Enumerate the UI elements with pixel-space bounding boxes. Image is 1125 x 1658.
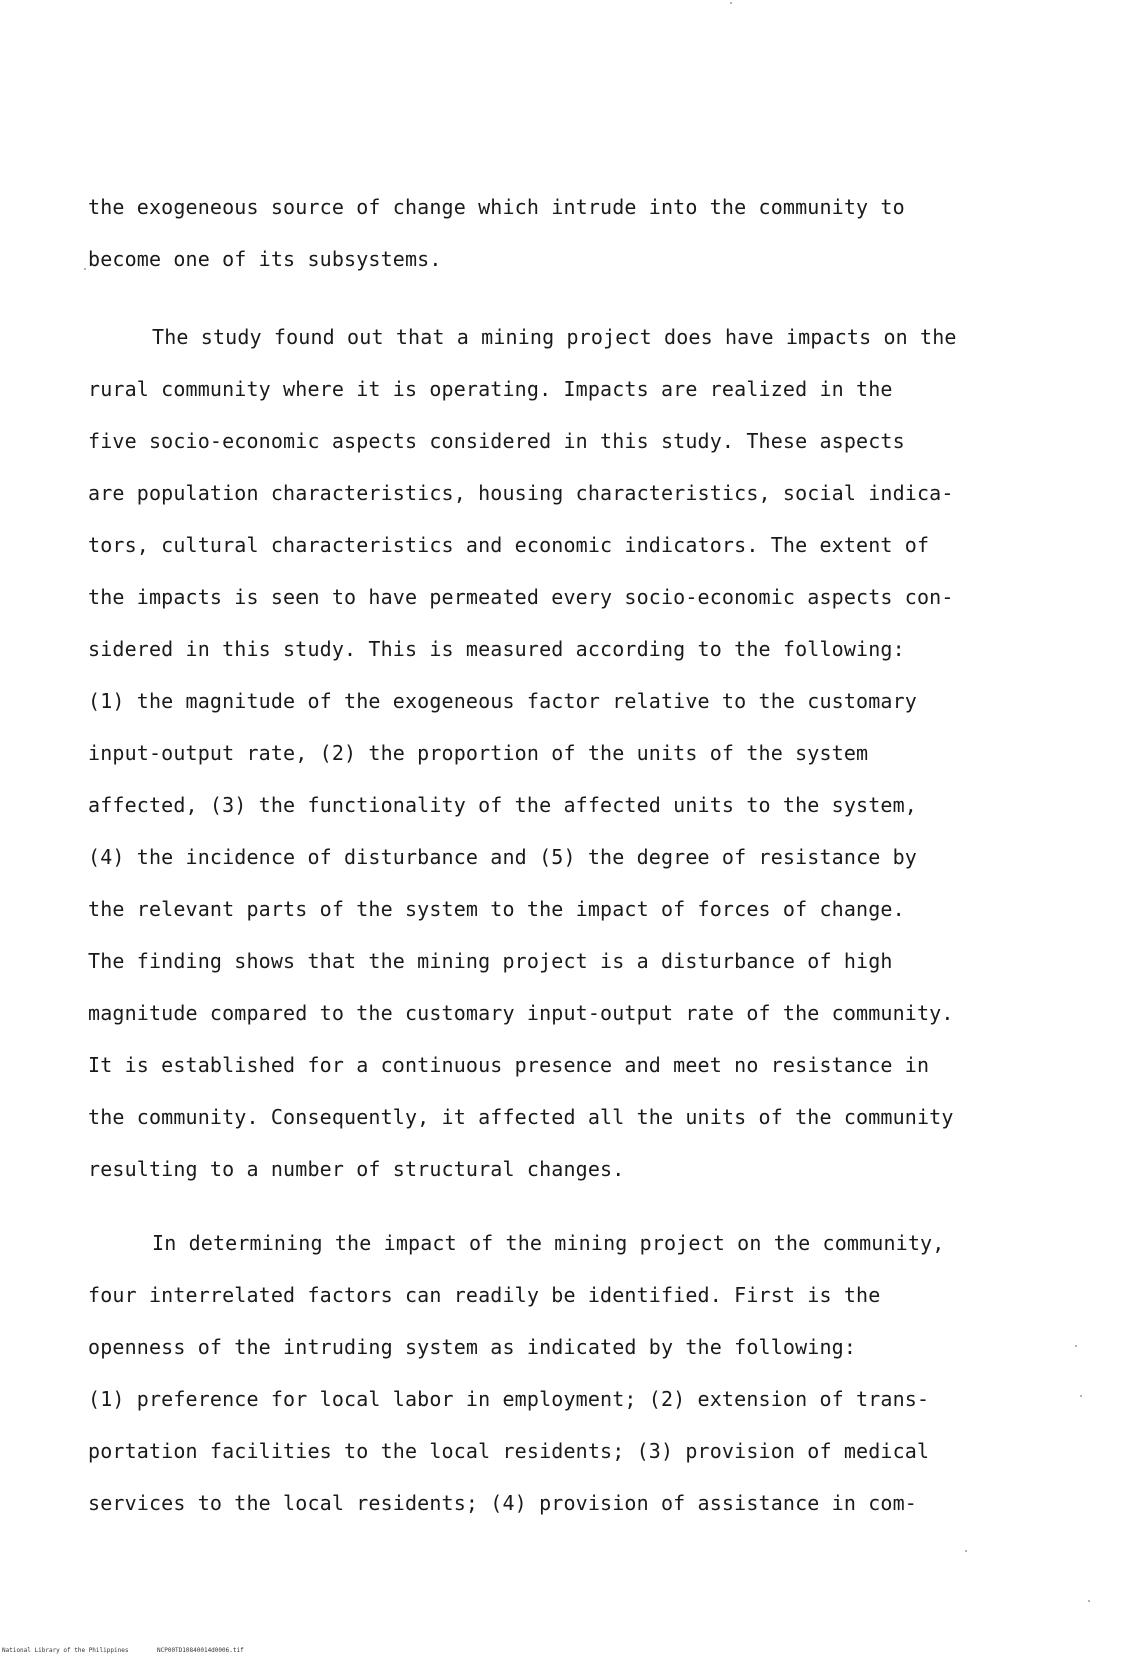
text-line: sidered in this study. This is measured according to the following: xyxy=(88,637,905,661)
text-line: the relevant parts of the system to the impact of forces of change. xyxy=(88,897,905,921)
text-line: tors, cultural characteristics and economic indicators. The extent of xyxy=(88,533,930,557)
text-line: affected, (3) the functionality of the affected units to the system, xyxy=(88,793,917,817)
text-line: The finding shows that the mining project is a disturbance of high xyxy=(88,949,893,973)
scan-speck xyxy=(965,1550,967,1552)
text-line: the community. Consequently, it affected all the units of the community xyxy=(88,1105,954,1129)
text-line: rural community where it is operating. Impacts are realized in the xyxy=(88,377,893,401)
text-line: are population characteristics, housing characteristics, social indica- xyxy=(88,481,954,505)
footer-file-code: NCP00TD10840014d0006.tif xyxy=(157,1647,244,1654)
text-line: become one of its subsystems. xyxy=(88,247,442,271)
text-line: The study found out that a mining project does have impacts on the xyxy=(152,325,957,349)
scan-speck xyxy=(1075,1345,1077,1347)
text-line: It is established for a continuous presence and meet no resistance in xyxy=(88,1053,930,1077)
text-line: five socio-economic aspects considered in this study. These aspects xyxy=(88,429,905,453)
text-line: (4) the incidence of disturbance and (5) the degree of resistance by xyxy=(88,845,917,869)
scan-speck xyxy=(1080,1395,1082,1397)
scan-speck xyxy=(84,268,86,270)
text-line: services to the local residents; (4) provision of assistance in com- xyxy=(88,1491,917,1515)
scan-speck xyxy=(1088,1600,1090,1602)
text-line: openness of the intruding system as indicated by the following: xyxy=(88,1335,857,1359)
text-line: the exogeneous source of change which intrude into the community to xyxy=(88,195,905,219)
footer-library-label: National Library of the Philippines xyxy=(2,1647,129,1654)
text-line: input-output rate, (2) the proportion of the units of the system xyxy=(88,741,869,765)
paragraph-3 xyxy=(88,1217,1020,1529)
paragraph-2 xyxy=(88,311,1020,1195)
text-line: magnitude compared to the customary input-output rate of the community. xyxy=(88,1001,954,1025)
text-line: portation facilities to the local residents; (3) provision of medical xyxy=(88,1439,930,1463)
paragraph-1 xyxy=(88,181,1020,285)
text-line: four interrelated factors can readily be identified. First is the xyxy=(88,1283,881,1307)
text-line: (1) the magnitude of the exogeneous factor relative to the customary xyxy=(88,689,917,713)
text-line: resulting to a number of structural changes. xyxy=(88,1157,625,1181)
scan-speck xyxy=(730,2,732,4)
text-line: (1) preference for local labor in employment; (2) extension of trans- xyxy=(88,1387,930,1411)
text-line: the impacts is seen to have permeated every socio-economic aspects con- xyxy=(88,585,954,609)
text-line: In determining the impact of the mining project on the community, xyxy=(152,1231,945,1255)
